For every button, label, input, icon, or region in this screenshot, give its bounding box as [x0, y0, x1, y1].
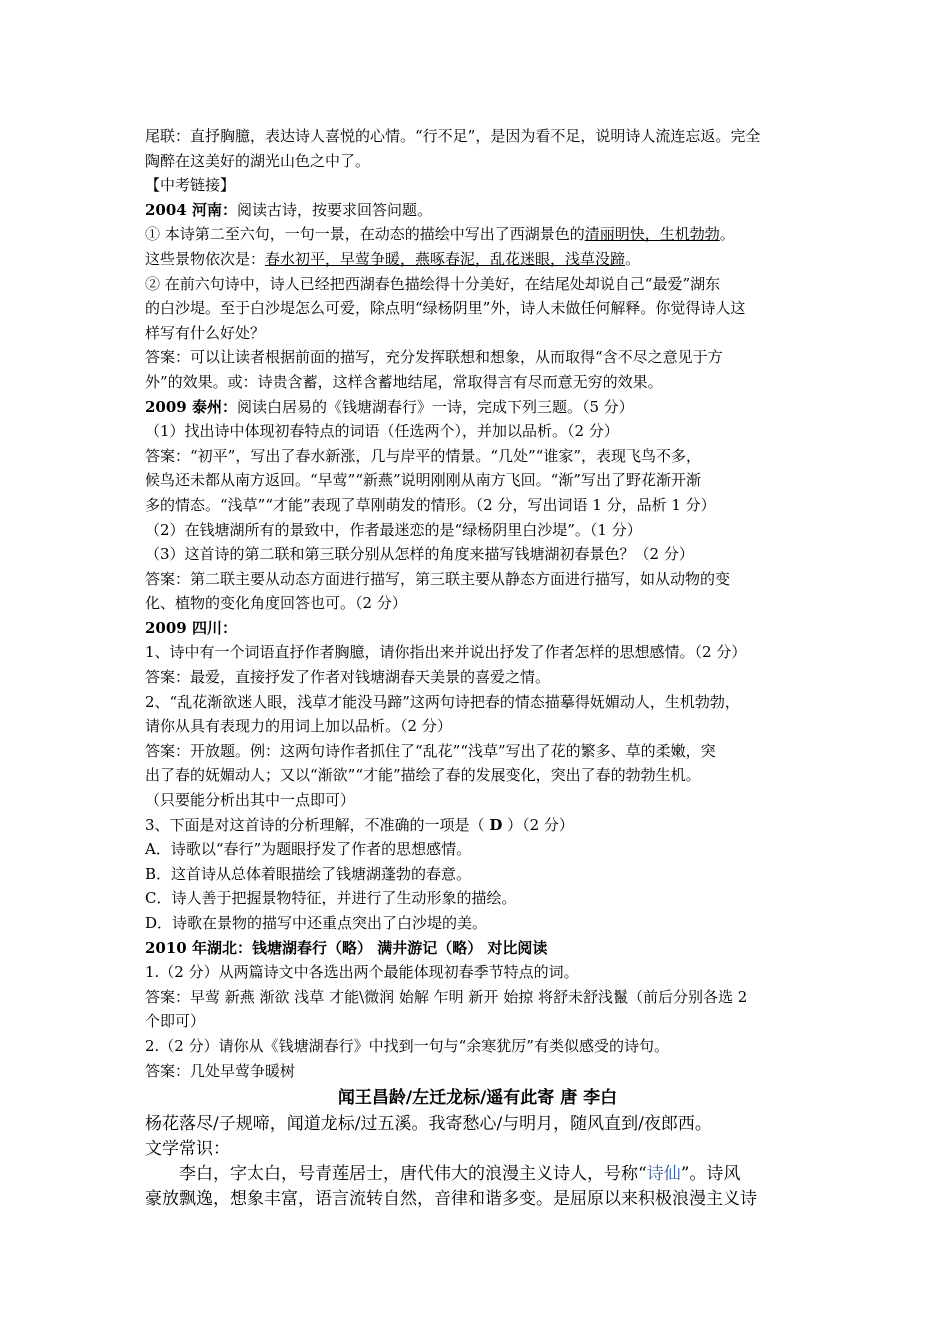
text-run: 3、下面是对这首诗的分析理解，不准确的一项是（	[145, 815, 490, 834]
text-run: 陶醉在这美好的湖光山色之中了。	[145, 151, 371, 170]
text-line	[145, 985, 810, 1010]
text-run: 答案：开放题。例：这两句诗作者抓住了“乱花”“浅草”写出了花的繁多、草的柔嫩，突	[145, 741, 716, 760]
text-line	[145, 960, 810, 985]
text-line	[145, 763, 810, 788]
text-run: 个即可）	[145, 1012, 206, 1031]
text-run: 请你从具有表现力的用词上加以品析。（2 分）	[145, 717, 452, 736]
text-run: 。	[625, 249, 641, 268]
text-line	[145, 419, 810, 444]
text-run: 李白，字太白，号青莲居士，唐代伟大的浪漫主义诗人，号称“	[179, 1164, 647, 1185]
text-run: 答案：最爱，直接抒发了作者对钱塘湖春天美景的喜爱之情。	[145, 668, 551, 687]
text-line	[145, 862, 810, 887]
text-line	[145, 1059, 810, 1084]
text-run: 。	[719, 225, 735, 244]
text-run: 诗仙	[646, 1164, 681, 1185]
text-run: 春水初平，早莺争暖，燕啄春泥，乱花迷眼，浅草没蹄	[265, 249, 626, 268]
text-run: 1.（2 分）从两篇诗文中各选出两个最能体现初春季节特点的词。	[145, 963, 579, 982]
text-run: 阅读古诗，按要求回答问题。	[236, 200, 432, 219]
text-run: （3）这首诗的第二联和第三联分别从怎样的角度来描写钱塘湖初春景色？（2 分）	[145, 545, 694, 564]
text-run: 答案：可以让读者根据前面的描写，充分发挥联想和想象，从而取得“含不尽之意见于方	[145, 348, 723, 367]
text-run: 清丽明快，生机勃勃	[584, 225, 720, 244]
text-run: ”。诗风	[680, 1164, 741, 1185]
text-run: 2009 泰州：	[145, 397, 237, 416]
text-line	[145, 370, 810, 395]
text-line	[145, 493, 810, 518]
text-run: 答案：几处早莺争暖树	[145, 1061, 296, 1080]
text-run: 化、植物的变化角度回答也可。（2 分）	[145, 594, 407, 613]
text-run: 2、“乱花渐欲迷人眼，浅草才能没马蹄”这两句诗把春的情态描摹得妩媚动人，生机勃勃，	[145, 692, 740, 711]
text-line	[145, 714, 810, 739]
text-line	[145, 1034, 810, 1059]
text-line	[145, 1009, 810, 1034]
text-line	[145, 173, 810, 198]
text-run: 2009 四川：	[145, 618, 237, 637]
text-line	[145, 886, 810, 911]
bio-line: 豪放飘逸，想象丰富，语言流转自然，音律和谐多变。是屈原以来积极浪漫主义诗	[145, 1189, 757, 1210]
text-run: （只要能分析出其中一点即可）	[145, 791, 356, 810]
text-run: C．诗人善于把握景物特征，并进行了生动形象的描绘。	[145, 889, 517, 908]
text-line	[145, 321, 810, 346]
text-line	[145, 739, 810, 764]
text-run: D．诗歌在景物的描写中还重点突出了白沙堤的美。	[145, 914, 488, 932]
text-line	[145, 444, 810, 469]
text-line	[145, 124, 810, 149]
text-line	[145, 542, 810, 567]
text-run: 1、诗中有一个词语直抒作者胸臆，请你指出来并说出抒发了作者怎样的思想感情。（2 分）	[145, 643, 747, 662]
text-run: ② 在前六句诗中，诗人已经把西湖春色描绘得十分美好，在结尾处却说自己“最爱”湖东	[145, 274, 721, 293]
text-run: 候鸟还未都从南方返回。“早莺”“新燕”说明刚刚从南方飞回。“渐”写出了野花渐开渐	[145, 471, 702, 490]
text-run: 答案：早莺 新燕 渐欲 浅草 才能\微润 始解 乍明 新开 始掠 将舒未舒浅鬣（前后分别各选 2	[145, 987, 748, 1006]
text-line	[145, 567, 810, 592]
text-run: （1）找出诗中体现初春特点的词语（任选两个），并加以品析。（2 分）	[145, 422, 619, 441]
text-run: ）（2 分）	[502, 815, 574, 834]
poem-text: 杨花落尽/子规啼，闻道龙标/过五溪。我寄愁心/与明月，随风直到/夜郎西。	[145, 1114, 712, 1135]
text-run: A．诗歌以“春行”为题眼抒发了作者的思想感情。	[145, 840, 472, 859]
text-line	[145, 936, 810, 961]
text-line	[145, 518, 810, 543]
text-line	[145, 222, 810, 247]
text-run: 出了春的妩媚动人；又以“渐欲”“才能”描绘了春的发展变化，突出了春的勃勃生机。	[145, 766, 701, 785]
text-run: （2）在钱塘湖所有的景致中，作者最迷恋的是“绿杨阴里白沙堤”。（1 分）	[145, 520, 642, 539]
document-body	[145, 124, 810, 1212]
text-run: 2.（2 分）请你从《钱塘湖春行》中找到一句与“余寒犹厉”有类似感受的诗句。	[145, 1036, 669, 1055]
text-run: 答案：第二联主要从动态方面进行描写，第三联主要从静态方面进行描写，如从动物的变	[145, 569, 731, 588]
text-run: 这些景物依次是：	[145, 249, 266, 268]
text-line	[145, 911, 810, 936]
text-line	[145, 640, 810, 665]
text-line	[145, 837, 810, 862]
text-line	[145, 690, 810, 715]
bio-line	[145, 1162, 810, 1187]
text-line	[145, 198, 810, 223]
text-run: 尾联：直抒胸臆，表达诗人喜悦的心情。“行不足”，是因为看不足，说明诗人流连忘返。完全	[145, 127, 761, 145]
poem-title: 闻王昌龄/左迁龙标/遥有此寄 唐 李白	[337, 1088, 618, 1109]
text-run: 样写有什么好处？	[145, 323, 266, 342]
text-run: 2010 年湖北：钱塘湖春行（略） 满井游记（略） 对比阅读	[145, 938, 548, 957]
text-run: 外”的效果。或：诗贵含蓄，这样含蓄地结尾，常取得言有尽而意无穷的效果。	[145, 372, 663, 391]
text-run: ① 本诗第二至六句，一句一景，在动态的描绘中写出了西湖景色的	[145, 225, 585, 244]
text-run: 多的情态。“浅草”“才能”表现了草刚萌发的情形。（2 分，写出词语 1 分，品析 1 分）	[145, 495, 716, 514]
text-line	[145, 395, 810, 420]
text-run: 阅读白居易的《钱塘湖春行》一诗，完成下列三题。（5 分）	[236, 397, 634, 416]
text-line	[145, 272, 810, 297]
text-run: 答案：“初平”，写出了春水新涨，几与岸平的情景。“几处”“谁家”，表现飞鸟不多，	[145, 446, 702, 465]
text-line	[145, 345, 810, 370]
text-line	[145, 296, 810, 321]
text-line	[145, 468, 810, 493]
text-run: 2004 河南：	[145, 200, 237, 219]
text-line	[145, 149, 810, 174]
text-line	[145, 247, 810, 272]
text-run: B．这首诗从总体着眼描绘了钱塘湖蓬勃的春意。	[145, 864, 472, 883]
text-run: 的白沙堤。至于白沙堤怎么可爱，除点明“绿杨阴里”外，诗人未做任何解释。你觉得诗人这	[145, 299, 746, 318]
text-line	[145, 616, 810, 641]
literary-knowledge-label: 文学常识：	[145, 1139, 230, 1160]
text-run: D	[489, 815, 503, 834]
text-line	[145, 788, 810, 813]
text-line	[145, 591, 810, 616]
text-line	[145, 665, 810, 690]
text-line	[145, 813, 810, 838]
text-run: 【中考链接】	[145, 176, 236, 195]
